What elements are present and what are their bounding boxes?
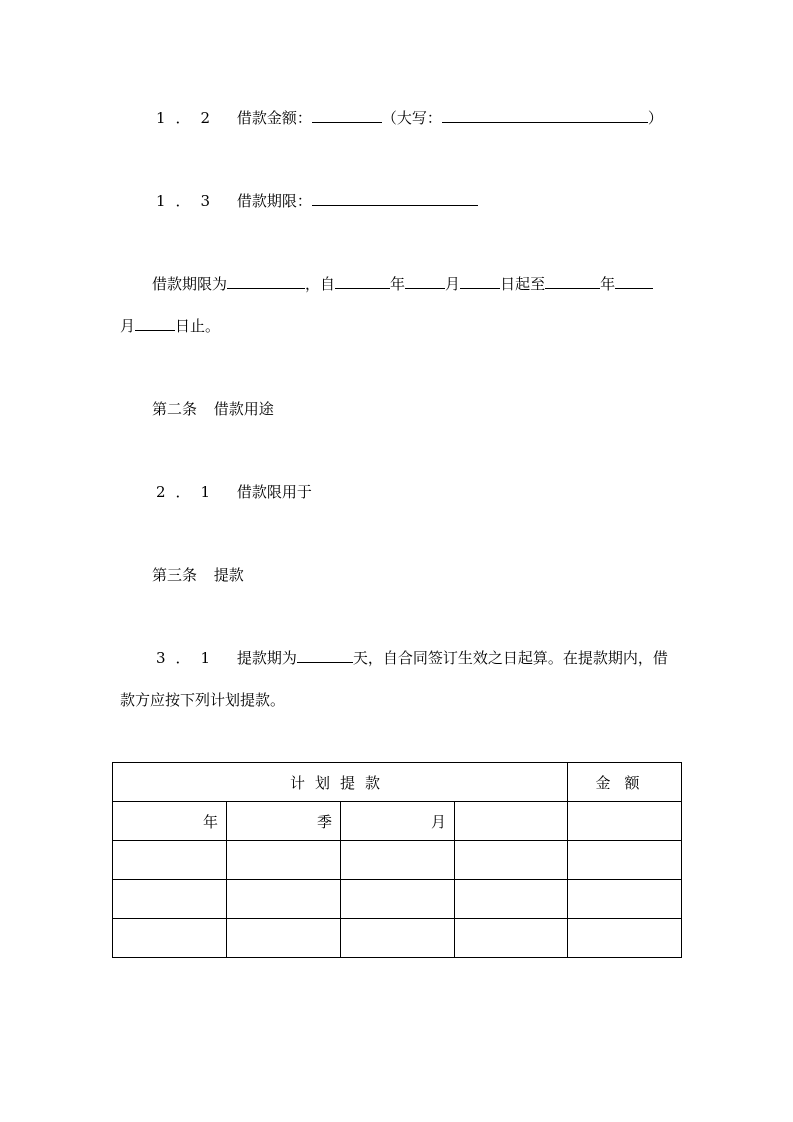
loan-amount-caps-field[interactable] — [442, 108, 648, 123]
subheader-month: 月 — [341, 802, 455, 841]
clause-text: 借款限用于 — [236, 483, 312, 501]
subheader-quarter: 季 — [227, 802, 341, 841]
draw-days-field[interactable] — [297, 648, 353, 663]
drawdown-plan-table — [112, 762, 682, 958]
table-cell[interactable] — [341, 919, 455, 958]
header-amount: 金额 — [568, 763, 682, 802]
clause-1-2 — [156, 108, 663, 128]
clause-number: 2．1 — [156, 483, 221, 501]
clause-3-1-line-1 — [156, 648, 668, 668]
term-sentence-line-1 — [152, 274, 653, 294]
article-3-heading — [152, 565, 244, 585]
caps-open: （大写： — [381, 109, 442, 127]
table-row — [113, 841, 682, 880]
table-cell[interactable] — [568, 919, 682, 958]
start-month-field[interactable] — [405, 274, 445, 289]
amount-cell[interactable] — [568, 802, 682, 841]
term-text: 月 — [120, 317, 136, 335]
clause-text: 提款期为 — [236, 649, 297, 667]
table-row — [113, 880, 682, 919]
clause-number: 3．1 — [156, 649, 221, 667]
clause-1-3 — [156, 191, 478, 211]
term-text: 月 — [445, 275, 461, 293]
table-cell[interactable] — [568, 841, 682, 880]
clause-2-1 — [156, 482, 312, 502]
table-cell[interactable] — [455, 841, 568, 880]
end-day-field[interactable] — [135, 316, 175, 331]
clause-number: 1．3 — [156, 192, 221, 210]
table-cell[interactable] — [227, 841, 341, 880]
end-month-field[interactable] — [615, 274, 653, 289]
subheader-blank — [455, 802, 568, 841]
term-text: ，自 — [305, 275, 336, 293]
end-year-field[interactable] — [545, 274, 600, 289]
term-text: 年 — [600, 275, 616, 293]
header-drawdown-plan: 计划提款 — [113, 763, 568, 802]
table-cell[interactable] — [113, 880, 227, 919]
table-cell[interactable] — [455, 919, 568, 958]
clause-label: 借款期限： — [236, 192, 312, 210]
clause-text: 款方应按下列计划提款。 — [120, 691, 286, 709]
table-cell[interactable] — [227, 919, 341, 958]
term-sentence-line-2 — [120, 316, 220, 336]
table-cell[interactable] — [341, 841, 455, 880]
article-title: 第二条 — [152, 400, 198, 418]
term-text: 年 — [390, 275, 406, 293]
table-row — [113, 919, 682, 958]
table-cell[interactable] — [455, 880, 568, 919]
term-length-field[interactable] — [227, 274, 305, 289]
article-heading: 借款用途 — [213, 400, 274, 418]
table-cell[interactable] — [113, 919, 227, 958]
clause-text: 天，自合同签订生效之日起算。在提款期内，借 — [352, 649, 668, 667]
subheader-year: 年 — [113, 802, 227, 841]
table-subheader-row — [113, 802, 682, 841]
term-text: 日起至 — [500, 275, 546, 293]
term-text: 借款期限为 — [152, 275, 228, 293]
article-heading: 提款 — [213, 566, 244, 584]
clause-3-1-line-2 — [120, 690, 285, 710]
loan-term-field[interactable] — [312, 191, 478, 206]
loan-amount-field[interactable] — [312, 108, 382, 123]
article-2-heading — [152, 399, 274, 419]
caps-close: ） — [647, 109, 663, 127]
table-cell[interactable] — [113, 841, 227, 880]
term-text: 日止。 — [175, 317, 221, 335]
start-day-field[interactable] — [460, 274, 500, 289]
table-cell[interactable] — [568, 880, 682, 919]
table-cell[interactable] — [341, 880, 455, 919]
table-header-row — [113, 763, 682, 802]
article-title: 第三条 — [152, 566, 198, 584]
clause-label: 借款金额： — [236, 109, 312, 127]
table-cell[interactable] — [227, 880, 341, 919]
start-year-field[interactable] — [335, 274, 390, 289]
clause-number: 1．2 — [156, 109, 221, 127]
